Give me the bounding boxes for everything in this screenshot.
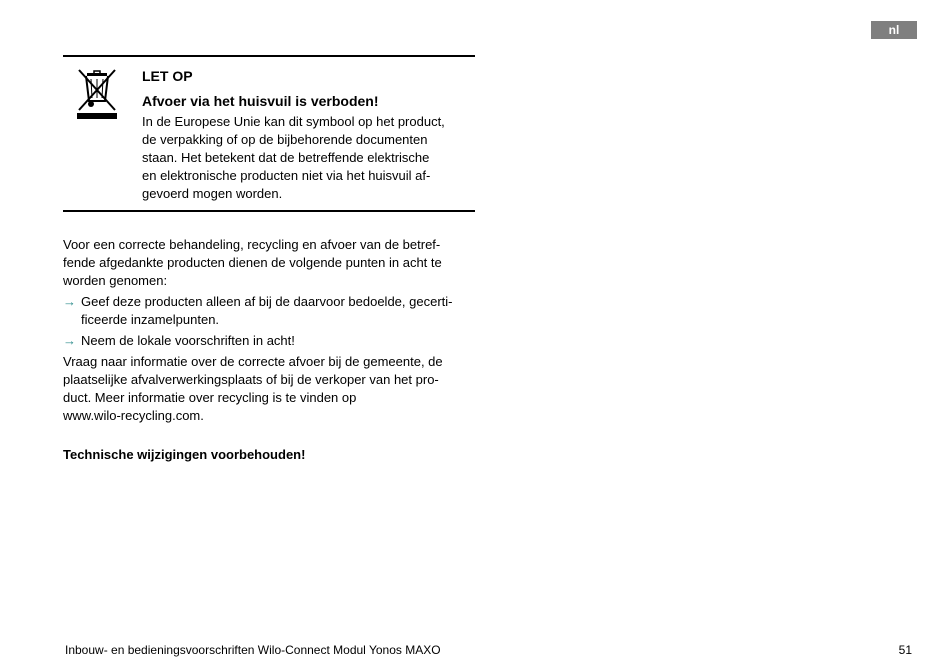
notice-heading: Afvoer via het huisvuil is verboden!: [142, 93, 379, 109]
notice-line: staan. Het betekent dat de betreffende elektrische: [142, 150, 430, 165]
list-item: [63, 293, 475, 329]
closing-line: plaatselijke afvalverwerkingsplaats of bij de verkoper van het pro-: [63, 372, 439, 387]
notice-label: LET OP: [142, 68, 193, 84]
footer-document-title: Inbouw- en bedieningsvoorschriften Wilo-Connect Modul Yonos MAXO: [65, 643, 441, 657]
notice-line: en elektronische producten niet via het huisvuil af-: [142, 168, 431, 183]
notice-body: [142, 113, 472, 203]
notice-line: de verpakking of op de bijbehorende documenten: [142, 132, 428, 147]
language-tab: nl: [871, 21, 917, 39]
list-item-line: ficeerde inzamelpunten.: [81, 312, 220, 327]
notice-box: [63, 55, 475, 212]
footer-page-number: 51: [898, 643, 912, 657]
closing-paragraph: [63, 353, 475, 425]
arrow-right-icon: →: [63, 294, 76, 309]
notice-line: gevoerd mogen worden.: [142, 186, 283, 201]
intro-line: Voor een correcte behandeling, recycling en afvoer van de betref-: [63, 237, 441, 252]
arrow-right-icon: →: [63, 333, 76, 348]
list-item: [63, 332, 475, 350]
notice-line: In de Europese Unie kan dit symbool op het product,: [142, 114, 445, 129]
disposal-instructions: [63, 236, 475, 425]
intro-paragraph: [63, 236, 475, 290]
instruction-list: [63, 293, 475, 350]
crossed-out-wheelie-bin-icon: [76, 67, 118, 121]
technical-changes-note: Technische wijzigingen voorbehouden!: [63, 447, 306, 462]
intro-line: worden genomen:: [63, 273, 168, 288]
closing-line: www.wilo-recycling.com.: [63, 408, 204, 423]
list-item-line: Neem de lokale voorschriften in acht!: [81, 333, 295, 348]
closing-line: Vraag naar informatie over de correcte afvoer bij de gemeente, de: [63, 354, 443, 369]
list-item-line: Geef deze producten alleen af bij de daarvoor bedoelde, gecerti-: [81, 294, 453, 309]
closing-line: duct. Meer informatie over recycling is te vinden op: [63, 390, 357, 405]
intro-line: fende afgedankte producten dienen de volgende punten in acht te: [63, 255, 442, 270]
